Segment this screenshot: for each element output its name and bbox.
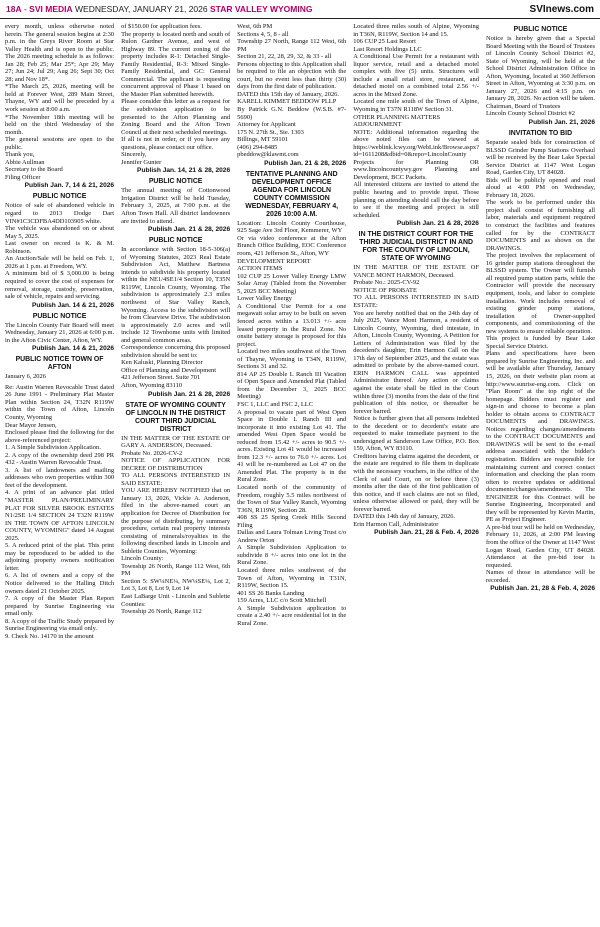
page-number: 18A — [6, 4, 22, 14]
notice-text: OTHER PLANNING MATTERS — [353, 113, 441, 121]
publish-line: Publish Jan. 21 & 28, 2026 — [264, 159, 347, 167]
notice-text: The annual meeting of Cottonwood Irrigation District will be held Tuesday, February 3, 2025, at 7:00 p.m. at the Afton Town Hall. All district landowners are invited to attend. — [121, 187, 231, 225]
notice-text: Township 26 North, Range 112 West, 6th PM — [121, 562, 231, 578]
notice-text: Probate No. 2026-CV-2 — [121, 449, 183, 457]
notice-text: Ken Kaluski, Planning Director — [121, 359, 203, 367]
notice-text: You are hereby notified that on the 24th day of July 2025, Vance Mont Harmon, a resident of Lincoln County, Wyoming, died intestate, in Afton, Lincoln County, Wyoming. A Petition for Letters of Administration was filed by the decedent's daughter, Erin Harmon Call on the 17th day of September 2025, and the estate was admitted to probate by the above-named court. ERIN HARMON CALL was appointed Administrator thereof. Any action or claims against the estate shall be filed in the Court within three (3) months from the date of the first publication of this notice, or thereafter be forever barred. — [353, 309, 479, 415]
notice-text: Creditors having claims against the decedent, or the estate are required to file them in duplicate with the necessary vouchers, in the office of the Clerk of said Court, on or before three (3) months after the date of the first publication of this notice, and if such claims are not so filed, unless otherwise allowed or paid, they will be forever barred. — [353, 452, 479, 513]
notice-text: A Conditional Use Permit for a restaurant with liquor service, retail and a detached motel complex with five (5) units. Structures will include a small retail store, restaurant, and detached motel on a combined total 2.56 +/- acres in the Mixed Zone. — [353, 53, 479, 98]
notice-text: Lincoln County School District #2 — [485, 110, 575, 118]
notice-text: 159 Acres, LLC c/o Scott Mitchell — [237, 597, 327, 605]
notice-text: Enclosed please find the following for the above-referenced project: — [5, 429, 115, 444]
notice-text: 421 Jefferson Street. Suite 701 — [121, 374, 201, 382]
notice-text: Dear Mayor Jensen, — [5, 421, 57, 429]
notice-text: East LaBarge Unit - Lincoln and Sublette Counties: — [121, 593, 231, 608]
notice-text: *The March 25, 2026, meeting will be held at Forever West, 289 Main Street, Thayne, WY and will be preceded by a work session at 8:00 a.m. — [5, 83, 115, 114]
notice-heading: TENTATIVE PLANNING AND DEVELOPMENT OFFICE AGENDA FOR LINCOLN COUNTY COMMISSION WEDNESDAY, FEBRUARY 4, 2026 10:00 A.M. — [245, 170, 339, 218]
notice-text: ADJOURNMENT — [353, 121, 402, 129]
notice-heading: PUBLIC NOTICE — [32, 312, 87, 320]
notice-text: Attorney for Applicant — [237, 121, 296, 129]
notice-text: DATED this 15th day of January, 2026. — [237, 90, 340, 98]
notice-text: This project is funded by Bear Lake Special Service District. — [485, 335, 596, 350]
notice-text: 7. A copy of the Master Plan Report prepared by Sunrise Engineering via email only. — [5, 595, 115, 618]
notice-text: Located two miles southwest of the Town of Thayne, Wyoming in T34N, R119W, Sections 31 and 32. — [237, 348, 347, 371]
notice-text: Chairman, Board of Trustees — [485, 102, 561, 110]
notice-text: January 6, 2026 — [5, 373, 46, 381]
notice-text: 8. A copy of the Traffic Study prepared by Sunrise Engineering via email only. — [5, 617, 115, 633]
notice-text: Plans and specifications have been prepared by Sunrise Engineering, Inc. and will be available after Thursday, January 15, 2026, on their website plan room at http://www.sunrise-eng.com. Click on "Plan Room" at the top right of the homepage. Bidders must register and sign-in and choose to become a plan holder to obtain access to CONTRACT DOCUMENTS and DRAWINGS. Notices regarding changes/amendments to the CONTRACT DOCUMENTS and DRAWINGS will be sent to the e-mail address associated with the bidder's registration. Bidders are responsible for maintaining current and correct contact information and checking the plan room often to receive updates or additional documents/changes/amendments. The ENGINEER for this Contract will be Sunrise Engineering, Incorporated and they will be represented by Kevin Martin, PE as Project Engineer. — [485, 350, 596, 524]
column-1 — [5, 23, 114, 923]
notice-text: Location: Lincoln County Courthouse, 925 Sage Ave 3rd Floor, Kemmerer, WY — [237, 219, 347, 235]
notice-text: Abbie Aullman — [5, 158, 45, 166]
notice-text: *The November 18th meeting will be held on the third Wednesday of the month. — [5, 113, 115, 136]
notice-text: 401 SS 26 Banks Landing — [237, 589, 305, 597]
notice-text: An Auction/Sale will be held on Feb. 1, 2026 at 1 p.m. at Freedom, WY. — [5, 255, 115, 270]
notice-text: Filing Officer — [5, 173, 41, 181]
publish-line: Publish Jan. 21 & 28, 2026 — [396, 220, 479, 228]
notice-text: A pre-bid tour will be held on Wednesday, February 11, 2026, at 2:00 PM leaving from the office of the Owner at 1147 West Logan Road, Garden City, UT 84028. Attendance at the pre-bid tour is requested. — [485, 523, 596, 569]
notice-text: 175 N. 27th St., Ste. 1303 — [237, 128, 304, 136]
notice-heading: INVITATION TO BID — [508, 130, 573, 138]
notice-text: Office of Planning and Development — [121, 366, 217, 374]
notice-heading: PUBLIC NOTICE — [32, 193, 87, 201]
notice-text: Notice is hereby given that a Special Board Meeting with the Board of Trustees of Lincoln County School District #2, State of Wyoming, will be held at the School District Administration Office in Afton, Wyoming, located at 360 Jefferson Street in Afton, Wyoming at 3:30 p.m. on January 27, 2026 and 4:15 p.m. on January 28, 2026. No action will be taken. — [485, 35, 596, 103]
notice-text: Secretary to the Board — [5, 166, 63, 174]
notice-text: (406) 294-8485 — [237, 143, 278, 151]
notice-text: IN THE MATTER OF THE ESTATE OF GARY A. ANDERSON, Deceased. — [121, 434, 231, 450]
page-header — [0, 0, 600, 19]
notice-text: 102 CUP 25 Lower Valley Energy LMW Solar Array (Tabled from the November 5, 2025 BCC Meeting) — [237, 272, 347, 295]
notice-text: A Conditional Use Permit for a one megawatt solar array to be built on seven fenced acres within a 13.013 +/- acre leased property in the Rural Zone. No onsite battery storage is proposed for this project. — [237, 302, 347, 348]
publish-line: Publish Jan. 21, 2026 — [528, 119, 596, 127]
notice-text: The property is located north and south of Rulon Gardner Avenue, and west of Highway 89. The current zoning of the property includes R-1: Detached Single-Family Residential, R-3: Mixed Single-Family Residential, and GC: General Commercial. The applicant is requesting concurrent approval of Phase 1 based on the Master Plan submitted herewith. — [121, 30, 231, 98]
notice-text: YOU ARE HEREBY NOTIFIED that on January 13, 2026, Vickie A. Anderson, filed in the above-named court an application for Decree of Distribution for the purpose of distributing, by summary procedure, certain real property interests consisting of minerals/royalties in the following described lands in Lincoln and Sublette Counties, Wyoming: — [121, 487, 231, 555]
paper-name: STAR VALLEY WYOMING — [209, 4, 313, 14]
notice-text: Sincerely, — [121, 151, 147, 159]
notice-text: NOTE: Additional information regarding the above noted files can be viewed at https://weblink.lcwy.org/WebLink/Browse.aspx?id=1611208&dbid=0&repo=LincolnCounty — [353, 128, 479, 159]
notice-text: Last Resort Holdings LLC — [353, 45, 422, 53]
notice-text: 408 SS 25 Spring Creek Hills Second Filing — [237, 514, 347, 529]
notice-text: 814 AP 25 Double L Ranch III Vacation of Open Space and Amended Plat (Tabled from the December 3, 2025 BCC Meeting) — [237, 370, 347, 401]
notice-text: The work to be performed under this project shall consist of furnishing all labor, materials and equipment required to construct the facilities and features called for by the CONTRACT DOCUMENTS and as shown on the DRAWINGS. — [485, 199, 596, 252]
notice-text: All interested citizens are invited to attend the public hearing and to provide input. Those planning on attending should call the day before to see if the meeting and project is still scheduled. — [353, 181, 479, 219]
notice-text: of $150.00 for application fees. — [121, 23, 202, 30]
section-name: SVI MEDIA — [29, 4, 73, 14]
notice-text: NOTICE OF APPLICATION FOR DECREE OF DISTRIBUTION — [121, 457, 231, 472]
notice-text: Jennifer Gunter — [121, 158, 162, 166]
notice-columns — [0, 19, 600, 923]
notice-text: If all is not in order, or if you have any questions, please contact our office. — [121, 136, 231, 151]
notice-text: Thank you, — [5, 151, 35, 159]
notice-text: 5. A reduced print of the plat. This print may be reproduced to be added to the adjoining property owners notification letter. — [5, 542, 115, 572]
notice-text: 106 CUP 25 Last Resort — [353, 38, 416, 46]
notice-text: Section 21, 22, 28, 29, 32, & 33 - all — [237, 53, 332, 61]
notice-text: NOTICE OF PROBATE — [353, 286, 417, 294]
column-4 — [353, 23, 479, 923]
column-5 — [486, 23, 595, 923]
notice-text: A Simple Subdivision Application to subdivide 8 +/- acres into one lot in the Rural Zone. — [237, 544, 347, 567]
notice-text: West, 6th PM — [237, 23, 273, 30]
notice-text: Located one mile south of the Town of Alpine, Wyoming in T37N R118W Section 31. — [353, 98, 479, 114]
notice-text: Last owner on record is K. & M. Robinson. — [5, 240, 115, 255]
publish-line: Publish Jan. 14 & 21, 2026 — [31, 301, 115, 309]
notice-text: A minimum bid of $ 3,000.00 is being required to cover the cost of expenses for removal, storage, custody, preservation, sale of vehicle, repairs and servicing. — [5, 270, 115, 301]
notice-heading: PUBLIC NOTICE TOWN OF AFTON — [15, 356, 104, 372]
notice-text: By Patrick G.N. Beddow (W.S.B. #7-5690) — [237, 106, 347, 121]
notice-text: KARELL KIMMET BEDDOW PLLP — [237, 98, 337, 106]
notice-text: FSC 1, LLC and FSC 2, LLC — [237, 400, 313, 408]
notice-text: 2. A copy of the ownership deed 298 PR 432 - Austin Warren Revocable Trust. — [5, 451, 115, 467]
notice-text: Sections 4, 5, 8 - all — [237, 30, 289, 38]
header-date: WEDNESDAY, JANUARY 21, 2026 — [75, 4, 208, 14]
notice-text: every month, unless otherwise noted herein. The general session begins at 2:30 p.m. in the Greys River Room at Star Valley Health and is open to the public. The 2026 meeting schedule is as follows: Jan 28; Feb 25; Mar 25*; Apr 29; May 27; Jun 24; Jul 29; Aug 26; Sept 30; Oct 28; and Nov 18*. — [5, 23, 115, 83]
notice-text: Names of those in attendance will be recorded. — [485, 569, 596, 584]
notice-heading: PUBLIC NOTICE — [513, 26, 568, 33]
notice-heading: IN THE DISTRICT COURT FOR THE THIRD JUDICIAL DISTRICT IN AND FOR THE COUNTY OF LINCOLN, STATE OF WYOMING — [358, 231, 474, 263]
publish-line: Publish Jan. 21 & 28, 2026 — [148, 226, 231, 234]
notice-text: pbeddow@klawmt.com — [237, 151, 299, 159]
notice-text: TO ALL PERSONS INTERESTED IN SAID ESTATE: — [121, 472, 231, 487]
publish-line: Publish Jan. 14 & 21, 2026 — [31, 345, 115, 353]
notice-text: Located three miles southwest of the Town of Afton, Wyoming in T31N, R119W, Section 15. — [237, 567, 347, 590]
notice-text: Erin Harmon Call, Administrator — [353, 520, 439, 528]
notice-text: Township 27 North, Range 112 West, 6th PM — [237, 38, 347, 53]
notice-text: 3. A list of landowners and mailing addresses who own properties within 300 feet of the development. — [5, 466, 115, 489]
notice-text: 4. A print of an advance plat titled "MASTER PLAN/PRELIMINARY PLAT FOR SILVER BROOK ESTATES N1/2SE 1/4 SECTION 24 T32N R119W IN THE TOWN OF AFTON LINCOLN COUNTY, WYOMING" dated 14 August 2025. — [5, 489, 115, 542]
header-dateline: 18A - SVI MEDIA WEDNESDAY, JANUARY 21, 2026 STAR VALLEY WYOMING — [6, 4, 313, 14]
notice-text: Lower Valley Energy — [237, 295, 292, 303]
notice-text: DATED this 14th day of January, 2026. — [353, 513, 456, 521]
notice-heading: STATE OF WYOMING COUNTY OF LINCOLN IN THE DISTRICT COURT THIRD JUDICIAL DISTRICT — [125, 401, 226, 433]
notice-text: Or via video conference at the Afton Branch Office Building, EOC Conference room, 421 Jefferson St., Afton, WY — [237, 234, 347, 258]
publish-line: Publish Jan. 21, 28 & Feb. 4, 2026 — [374, 529, 479, 537]
notice-text: Bids will be publicly opened and read aloud at 4:00 PM on Wednesday, February 18, 2026. — [485, 176, 596, 199]
notice-text: Dallas and Laura Tolman Living Trust c/o Andrew Orton — [237, 529, 347, 544]
notice-heading: PUBLIC NOTICE — [148, 178, 203, 186]
notice-text: Re: Austin Warren Revocable Trust dated 26 June 1991 - Preliminary Plat Master Plan within Section 24, T32N R119W within the Town of Afton, Lincoln County, Wyoming — [5, 383, 115, 421]
notice-text: 9. Check No. 14170 in the amount — [5, 632, 94, 640]
notice-text: Persons objecting to this Application shall be required to file an objection with the court, but no event less than thirty (30) days from the first date of publication. — [237, 60, 347, 91]
notice-text: Billings, MT 59101 — [237, 136, 289, 144]
notice-text: A proposal to vacate part of West Open Space in Double L Ranch III and incorporate it into existing Lot 41. The amended West Open Space would be reduced from 15.42 +/- acres to 90.5 +/- acres. Existing Lot 41 would be increased from 12.3 +/- acres to 76.0 +/- acres. Lot 41 will be re-numbered as Lot 47 on the Amended Plat. The property is in the Rural Zone. — [237, 408, 347, 484]
publish-line: Publish Jan. 7, 14 & 21, 2026 — [24, 182, 115, 190]
notice-text: Probate No.: 2025-CV-92 — [353, 279, 420, 287]
notice-text: The vehicle was abandoned on or about May 5, 2025. — [5, 225, 115, 240]
notice-text: Notice of sale of abandoned vehicle in regard to 2013 Dodge Dart VIN#1C3CDFBA4DD103905 white. — [5, 202, 115, 225]
notice-text: 6. A list of owners and a copy of the Notice delivered to the Halling Ditch owners dated 21 October 2025. — [5, 572, 115, 595]
column-2 — [121, 23, 230, 923]
notice-text: Projects for Planning OR www.lincolncountywy.gov Planning and Development, BCC Packets. — [353, 158, 479, 181]
publish-line: Publish Jan. 21, 28 & Feb. 4, 2026 — [490, 585, 596, 593]
notice-text: The project involves the replacement of 16 grinder pump stations throughout the BLSSD system. The Owner will furnish all required pump station parts, while the Contractor will provide the necessary equipment, tools, and labor to complete installation. Work includes removal of existing grinder pump stations, installation of Owner-supplied components, and commissioning of the new systems to ensure reliable operation. — [485, 252, 596, 335]
notice-text: In accordance with Section 18-5-306(a) of Wyoming Statutes, 2023 Real Estate Subdivision Act, Matthew Bartness intends to subdivide his property located within the NE1/4SE1/4 Section 10, T35N R119W, Lincoln County, Wyoming. The subdivision is approximately 2.3 miles northwest of Star Valley Ranch, Wyoming. Access to the subdivision will be from Clearview Drive. The subdivision is approximately 2.0 acres and will include 12 Townhome units with limited and general common areas. — [121, 246, 231, 344]
notice-text: Correspondence concerning this proposed subdivision should be sent to: — [121, 344, 231, 359]
notice-text: 1. A Simple Subdivision Application. — [5, 444, 101, 452]
notice-text: Township 26 North, Range 112 — [121, 608, 202, 616]
column-3 — [237, 23, 346, 923]
publish-line: Publish Jan. 14, 21 & 28, 2026 — [137, 167, 231, 175]
notice-text: TO ALL PERSONS INTERESTED IN SAID ESTATE: — [353, 294, 479, 309]
publish-line: Publish Jan. 21 & 28, 2026 — [148, 390, 231, 398]
site-name: SVInews.com — [529, 3, 594, 15]
notice-text: Notice is further given that all persons indebted to the decedent or to decedent's estate are requested to make immediate payment to the undersigned at Sanderson Law Office, P.O. Box 159, Afton, WY 83110. — [353, 415, 479, 453]
notice-text: Afton, Wyoming 83110 — [121, 381, 183, 389]
notice-text: Located north of the community of Freedom, roughly 5.5 miles northwest of the Town of Star Valley Ranch, Wyoming T36N, R119W, Section 28. — [237, 483, 347, 514]
notice-text: The general sessions are open to the public. — [5, 136, 115, 151]
notice-text: Lincoln County: — [121, 555, 164, 563]
notice-text: ACTION ITEMS — [237, 265, 283, 273]
notice-heading: PUBLIC NOTICE — [148, 237, 203, 245]
notice-text: Separate sealed bids for construction of BLSSD Grinder Pump Stations Overhaul will be received by the Bear Lake Special Service District at 1147 West Logan Road, Garden City, UT 84028. — [485, 139, 596, 177]
notice-text: Located three miles south of Alpine, Wyoming in T36N, R119W, Section 14 and 15. — [353, 23, 479, 38]
notice-text: A Simple Subdivision application to create a 2.40 +/- acre residential lot in the Rural Zone. — [237, 604, 347, 627]
notice-text: Please consider this letter as a request for the subdivision application to be presented to the Afton Planning and Zoning Board and the Afton Town Council at their next scheduled meetings. — [121, 98, 231, 136]
notice-text: IN THE MATTER OF THE ESTATE OF VANCE MONT HARMON, Deceased. — [353, 264, 479, 279]
notice-text: Section 5: SW¼NE¼, NW¼SE¼, Lot 2, Lot 3, Lot 8, Lot 9, Lot 14 — [121, 577, 231, 593]
notice-text: DEVELOPMENT REPORT — [237, 257, 311, 265]
notice-text: The Lincoln County Fair Board will meet Wednesday, January 21, 2026 at 6:00 p.m. in the Afton Civic Center, Afton, WY. — [5, 321, 115, 344]
